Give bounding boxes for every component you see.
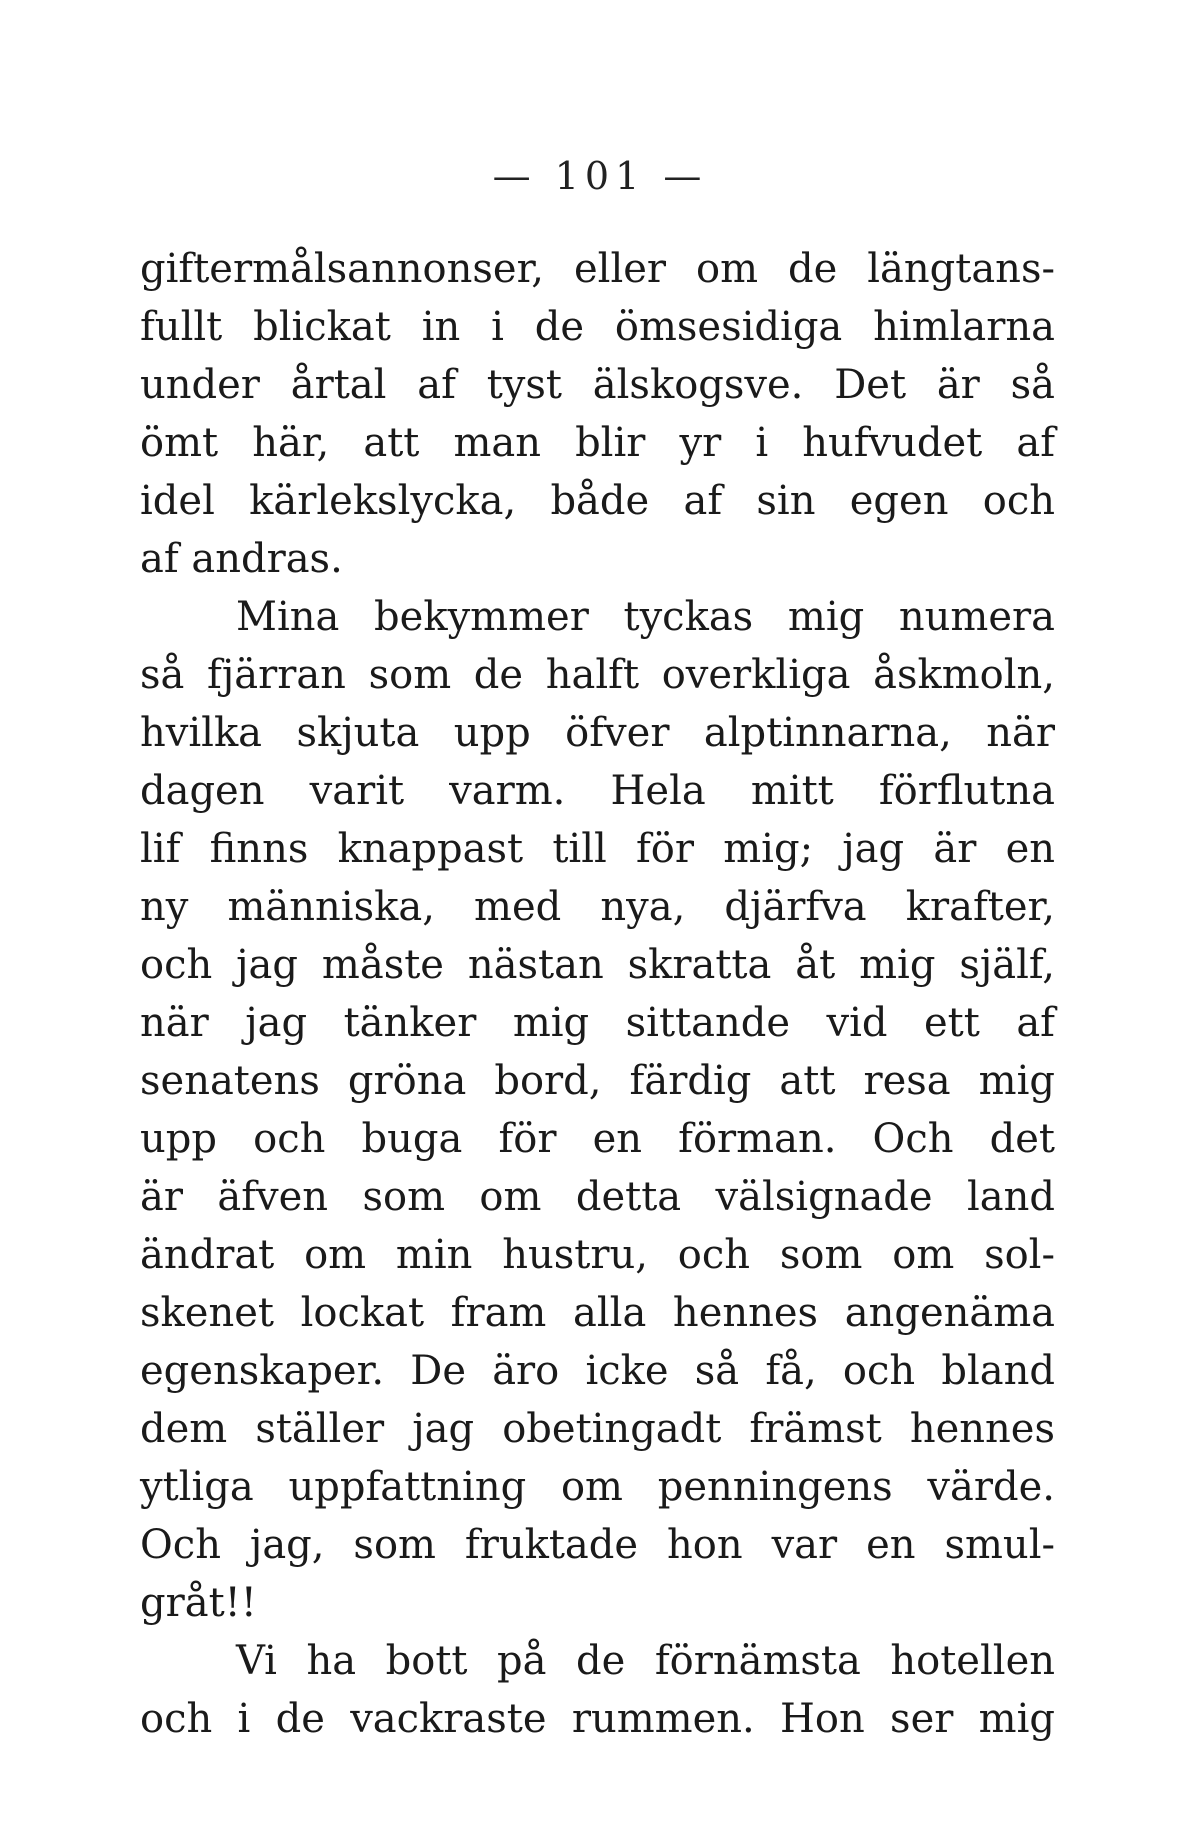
paragraph-start-line: Vi ha bott på de förnämsta hotellen [236,1638,1055,1684]
text-line: skenet lockat fram alla hennes angenäma [140,1290,1055,1336]
text-line: så fjärran som de halft overkliga åskmoln, [140,652,1055,698]
text-line: ändrat om min hustru, och som om sol- [140,1232,1055,1278]
text-line: upp och buga för en förman. Och det [140,1116,1055,1162]
text-line: är äfven som om detta välsignade land [140,1174,1055,1220]
text-line: fullt blickat in i de ömsesidiga himlarna [140,304,1055,350]
text-line: giftermålsannonser, eller om de längtans- [140,246,1055,292]
text-line: idel kärlekslycka, både af sin egen och [140,478,1055,524]
text-line: hvilka skjuta upp öfver alptinnarna, när [140,710,1055,756]
text-line: ny människa, med nya, djärfva krafter, [140,884,1055,930]
text-line: senatens gröna bord, färdig att resa mig [140,1058,1055,1104]
text-line: dagen varit varm. Hela mitt förflutna [140,768,1055,814]
paragraph-start-line: Mina bekymmer tyckas mig numera [236,594,1055,640]
text-line: gråt!! [140,1580,257,1626]
text-line: Och jag, som fruktade hon var en smul- [140,1522,1055,1568]
text-line: och jag måste nästan skratta åt mig själf, [140,942,1055,988]
text-line: och i de vackraste rummen. Hon ser mig [140,1696,1055,1742]
text-line: ytliga uppfattning om penningens värde. [140,1464,1055,1510]
page-number: — 101 — [492,154,708,198]
text-line: egenskaper. De äro icke så få, och bland [140,1348,1055,1394]
text-line: när jag tänker mig sittande vid ett af [140,1000,1055,1046]
text-line: lif finns knappast till för mig; jag är en [140,826,1055,872]
body-text [140,240,1055,1748]
text-line: ömt här, att man blir yr i hufvudet af [140,420,1055,466]
text-line: af andras. [140,536,343,582]
text-line: dem ställer jag obetingadt främst hennes [140,1406,1055,1452]
text-line: under årtal af tyst älskogsve. Det är så [140,362,1055,408]
